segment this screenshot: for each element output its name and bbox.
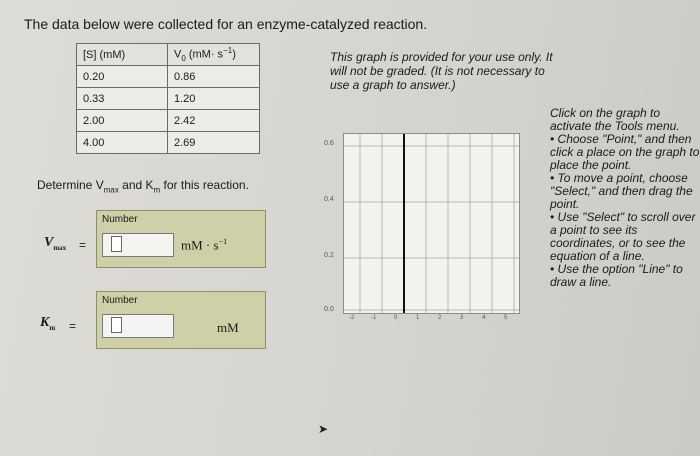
instruction-text: • To move a point, choose "Select," and then drag the point. bbox=[550, 171, 693, 211]
substrate-cell: 2.00 bbox=[77, 110, 168, 132]
substrate-cell: 4.00 bbox=[77, 132, 168, 154]
velocity-cell: 2.69 bbox=[168, 132, 260, 154]
x-tick-label: 5 bbox=[504, 315, 508, 321]
x-tick-label: 1 bbox=[416, 315, 420, 321]
x-tick-label: -1 bbox=[371, 315, 377, 321]
vmax-label: $V_{max}$ bbox=[44, 235, 67, 252]
graph-canvas[interactable] bbox=[343, 133, 520, 314]
vmax-equals: = bbox=[79, 238, 87, 252]
velocity-cell: 2.42 bbox=[168, 110, 260, 132]
km-equals: = bbox=[69, 319, 77, 333]
y-tick-label: 0.0 bbox=[324, 306, 334, 313]
km-unit: mM bbox=[217, 320, 239, 335]
data-table bbox=[76, 43, 260, 154]
substrate-cell: 0.33 bbox=[77, 88, 168, 110]
vmax-answer-box bbox=[96, 210, 266, 268]
km-label: $K_m$ bbox=[40, 315, 56, 332]
y-tick-label: 0.2 bbox=[324, 252, 334, 259]
graph-grid bbox=[344, 134, 519, 313]
table-header-row bbox=[77, 44, 260, 66]
text-cursor-icon bbox=[111, 236, 122, 252]
instruction-text: Click on the graph to activate the Tools menu. bbox=[550, 106, 680, 133]
instruction-text: • Use the option "Line" to draw a line. bbox=[550, 262, 683, 289]
km-answer-box bbox=[96, 291, 266, 349]
x-tick-label: -2 bbox=[349, 315, 355, 321]
table-row bbox=[77, 66, 260, 88]
intro-text: The data below were collected for an enzyme-catalyzed reaction. bbox=[24, 16, 428, 32]
instruction-text: • Use "Select" to scroll over a point to see its coordinates, or to see the equation of a line. bbox=[550, 210, 696, 263]
x-tick-label: 3 bbox=[460, 315, 464, 321]
column-header-substrate: [S] (mM) bbox=[77, 44, 168, 66]
velocity-cell: 1.20 bbox=[168, 88, 260, 110]
graph-note: This graph is provided for your use only. It will not be graded. (It is not necessary to use a graph to answer.) bbox=[330, 50, 553, 92]
table-row bbox=[77, 110, 260, 132]
velocity-cell: 0.86 bbox=[168, 66, 260, 88]
y-tick-label: 0.6 bbox=[324, 140, 334, 147]
y-tick-label: 0.4 bbox=[324, 196, 334, 203]
table-row bbox=[77, 132, 260, 154]
text-cursor-icon bbox=[111, 317, 122, 333]
table-row bbox=[77, 88, 260, 110]
column-header-velocity: $V_0$ $(mM\cdot s^{-1})$ bbox=[168, 44, 260, 66]
instruction-text: • Choose "Point," and then click a place on the graph to place the point. bbox=[550, 132, 700, 172]
mouse-pointer-icon: ➤ bbox=[318, 422, 329, 436]
x-tick-label: 0 bbox=[394, 315, 398, 321]
determine-prompt: Determine $V_{max}$ and $K_m$ for this reaction. bbox=[37, 178, 249, 195]
x-tick-label: 2 bbox=[438, 315, 442, 321]
vmax-number-label: Number bbox=[102, 214, 138, 225]
x-tick-label: 4 bbox=[482, 315, 486, 321]
substrate-cell: 0.20 bbox=[77, 66, 168, 88]
vmax-unit: mM · $s^{-1}$ bbox=[181, 237, 228, 253]
km-number-label: Number bbox=[102, 295, 138, 306]
graph-instructions bbox=[550, 107, 700, 289]
